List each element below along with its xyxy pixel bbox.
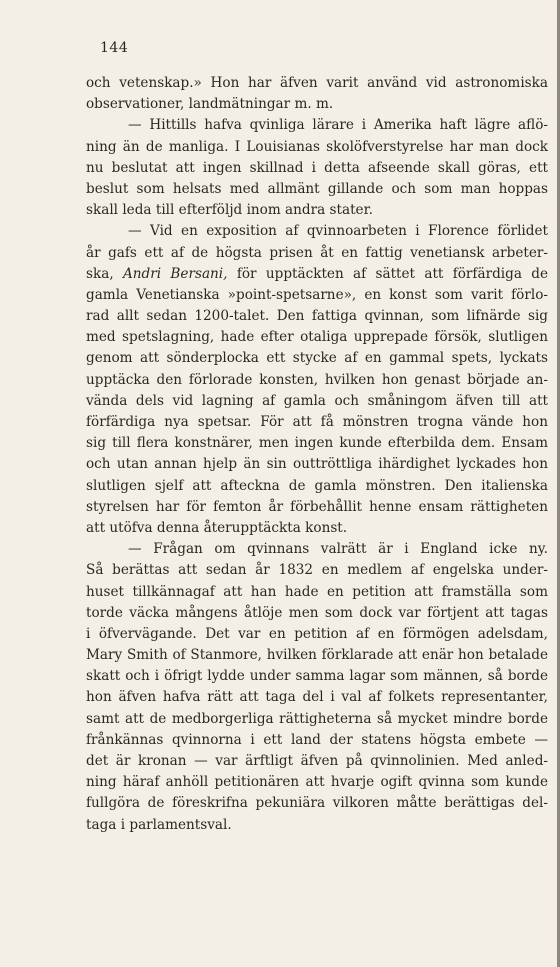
text-line: fullgöra de föreskrifna pekuniära vilkoren måtte berättigas del-	[86, 795, 548, 812]
text-line: och utan annan hjelp än sin outtröttliga ihärdighet lyckades hon	[86, 456, 548, 473]
text-line: skatt och i öfrigt lydde under samma lagar som männen, så borde	[86, 668, 548, 685]
text-line: i öfvervägande. Det var en petition af en förmögen adelsdam,	[86, 625, 548, 642]
text-line: frånkännas qvinnorna i ett land der statens högsta embete —	[86, 731, 548, 748]
text-line: beslut som helsats med allmänt gillande och som man hoppas	[86, 180, 548, 197]
text-line: ning häraf anhöll petitionären att hvarje ogift qvinna som kunde	[86, 774, 548, 791]
text-line: samt att de medborgerliga rättigheterna så mycket mindre borde	[86, 710, 548, 727]
text-line: slutligen sjelf att afteckna de gamla mönstren. Den italienska	[86, 477, 548, 494]
text-line: att utöfva denna återupptäckta konst.	[86, 519, 348, 536]
text-line: huset tillkännagaf att han hade en petition att framställa som	[86, 583, 548, 600]
text-line: vända dels vid lagning af gamla och småningom äfven till att	[86, 392, 548, 409]
text-line: styrelsen har för femton år förbehållit henne ensam rättigheten	[86, 498, 548, 515]
text-segment: för upptäckten af sättet att förfärdiga de	[227, 265, 548, 282]
text-line: — Frågan om qvinnans valrätt är i England icke ny.	[128, 541, 548, 558]
text-line: nu beslutat att ingen skillnad i detta afseende skall göras, ett	[86, 159, 548, 176]
body-text	[86, 73, 548, 836]
text-line: Mary Smith of Stanmore, hvilken förklarade att enär hon betalade	[86, 647, 548, 664]
text-line: observationer, landmätningar m. m.	[86, 96, 334, 113]
text-line: rad allt sedan 1200-talet. Den fattiga qvinnan, som lifnärde sig	[86, 308, 548, 325]
text-line: Så berättas att sedan år 1832 en medlem af engelska under-	[86, 562, 548, 579]
page-number: 144	[100, 40, 129, 56]
text-line: år gafs ett af de högsta prisen åt en fattig venetiansk arbeter-	[86, 244, 548, 261]
text-line: sig till flera konstnärer, men ingen kunde efterbilda dem. Ensam	[86, 435, 548, 452]
text-line: och vetenskap.» Hon har äfven varit använd vid astronomiska	[86, 75, 548, 91]
text-line: förfärdiga nya spetsar. För att få mönstren trogna vände hon	[86, 414, 548, 430]
text-line: skall leda till efterföljd inom andra stater.	[86, 202, 373, 219]
text-line: — Vid en exposition af qvinnoarbeten i Florence förlidet	[128, 223, 548, 240]
text-line: med spetslagning, hade efter otaliga upprepade försök, slutligen	[86, 329, 548, 346]
text-line: det är kronan — var ärftligt äfven på qvinnolinien. Med anled-	[86, 753, 548, 769]
italic-name: Andri Bersani,	[122, 265, 228, 282]
text-line: — Hittills hafva qvinliga lärare i Amerika haft lägre aflö-	[128, 117, 548, 134]
text-line: hon äfven hafva rätt att taga del i val af folkets representanter,	[86, 689, 548, 706]
text-line: genom att sönderplocka ett stycke af en gammal spets, lyckats	[86, 350, 548, 367]
text-line: ning än de manliga. I Louisianas skolöfverstyrelse har man dock	[86, 138, 548, 155]
text-line	[86, 264, 548, 285]
text-line: upptäcka den förlorade konsten, hvilken hon genast började an-	[86, 371, 548, 388]
text-line: gamla Venetianska »point-spetsarne», en konst som varit förlo-	[86, 286, 548, 303]
text-line: taga i parlamentsval.	[86, 816, 232, 833]
text-line: torde väcka mångens åtlöje men som dock var förtjent att tagas	[86, 604, 548, 621]
text-segment: ska,	[86, 265, 123, 282]
